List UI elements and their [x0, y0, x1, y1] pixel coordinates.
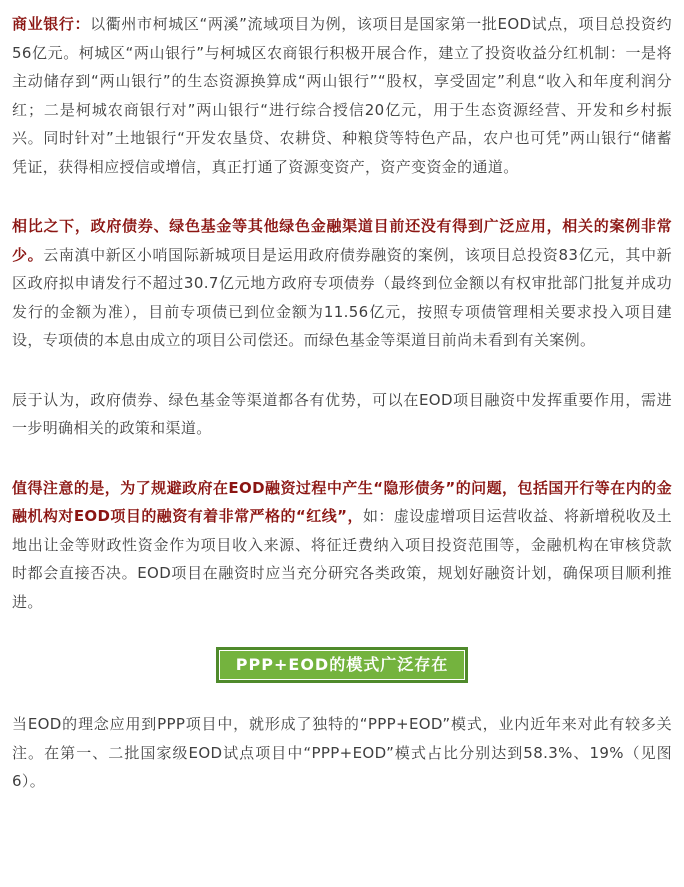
section-heading-container	[12, 647, 672, 683]
paragraph-text: 云南滇中新区小哨国际新城项目是运用政府债券融资的案例，该项目总投资83亿元，其中新区政府拟申请发行不超过30.7亿元地方政府专项债券（最终到位金额以有权审批部门批复并成功发行的金额为准），目前专项债已到位金额为11.56亿元，按照专项债管理相关要求投入项目建设，专项债的本息由成立的项目公司偿还。而绿色基金等渠道目前尚未看到有关案例。	[12, 245, 672, 349]
paragraph-lead: 商业银行：	[12, 15, 91, 33]
paragraph-commercial-banks	[12, 10, 672, 181]
paragraph-text: 以衢州市柯城区“两溪”流域项目为例，该项目是国家第一批EOD试点，项目总投资约56亿元。柯城区“两山银行”与柯城区农商银行积极开展合作，建立了投资收益分红机制：一是将主动储存到“两山银行”的生态资源换算成“两山银行”“股权，享受固定”利息“收入和年度利润分红；二是柯城农商银行对”两山银行“进行综合授信20亿元，用于生态资源经营、开发和乡村振兴。同时针对”土地银行“开发农垦贷、农耕贷、种粮贷等特色产品，农户也可凭”两山银行“储蓄凭证，获得相应授信或增信，真正打通了资源变资产，资产变资金的通道。	[12, 15, 672, 176]
paragraph-text: 如：虚设虚增项目运营收益、将新增税收及土地出让金等财政性资金作为项目收入来源、将征迁费纳入项目投资范围等，金融机构在审核贷款时都会直接否决。EOD项目在融资时应当充分研究各类政策，规划好融资计划，确保项目顺利推进。	[12, 507, 672, 611]
paragraph-lead: 值得注意的是，为了规避政府在EOD融资过程中产生“隐形债务”的问题，包括国开行等在内的金融机构对EOD项目的融资有着非常严格的“红线”，	[12, 478, 672, 525]
paragraph-ppp-eod	[12, 710, 672, 796]
paragraph-text: 辰于认为，政府债券、绿色基金等渠道都各有优势，可以在EOD项目融资中发挥重要作用，需进一步明确相关的政策和渠道。	[12, 390, 672, 437]
paragraph-green-finance-channels	[12, 212, 672, 355]
paragraph-text: 当EOD的理念应用到PPP项目中，就形成了独特的“PPP+EOD”模式，业内近年来对此有较多关注。在第一、二批国家级EOD试点项目中“PPP+EOD”模式占比分别达到58.3%、19%（见图6）。	[12, 715, 672, 790]
paragraph-lead: 相比之下，政府债券、绿色基金等其他绿色金融渠道目前还没有得到广泛应用，相关的案例非常少。	[12, 217, 672, 264]
paragraph-red-lines	[12, 474, 672, 617]
section-heading: PPP+EOD的模式广泛存在	[219, 650, 465, 680]
section-heading-frame	[216, 647, 468, 683]
paragraph-expert-opinion	[12, 386, 672, 443]
